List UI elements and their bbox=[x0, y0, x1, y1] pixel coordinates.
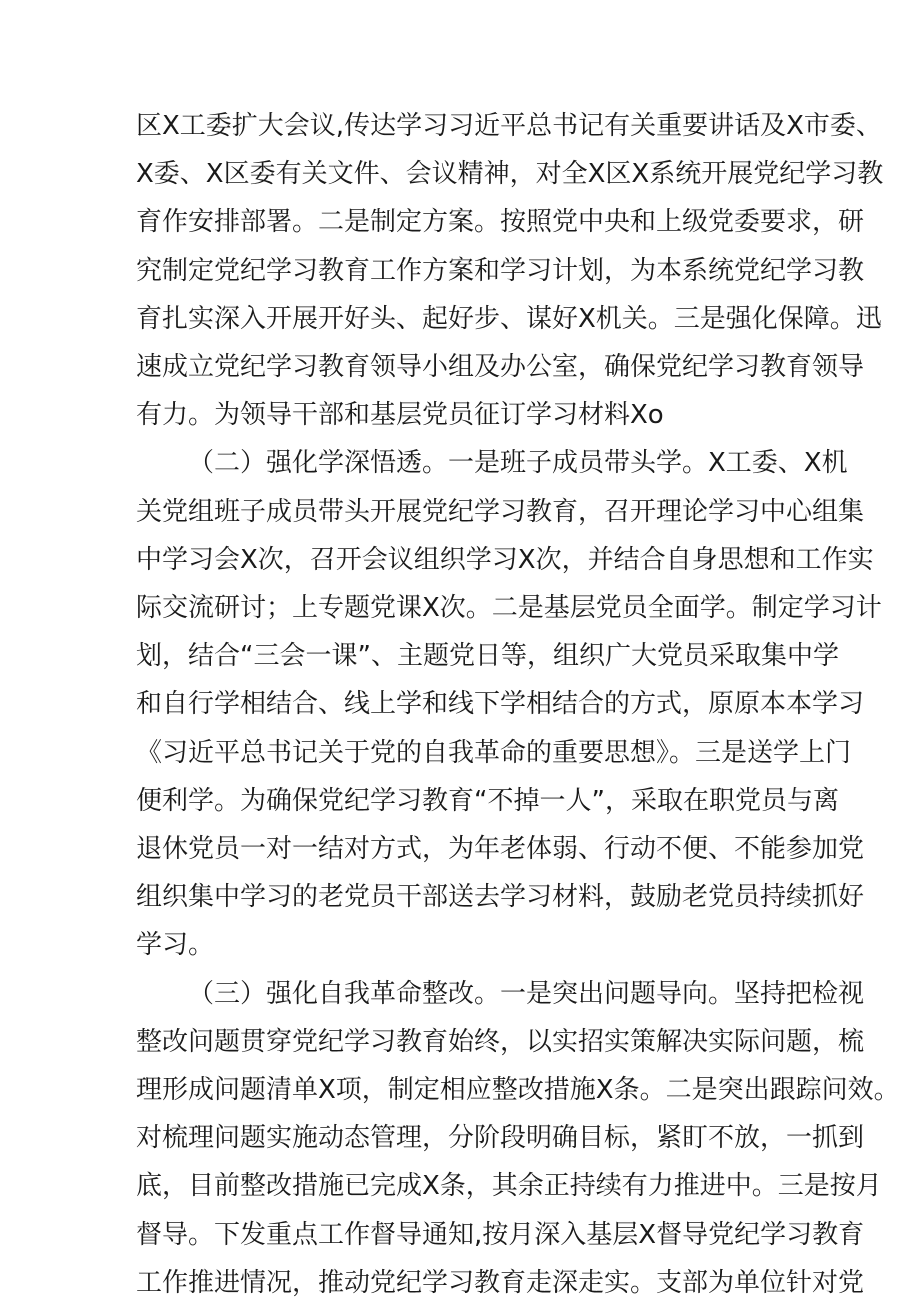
text-line: （二）强化学深悟透。一是班子成员带头学。X工委、X机 bbox=[188, 448, 848, 479]
text-line: 育扎实深入开展开好头、起好步、谋好X机关。三是强化保障。迅 bbox=[136, 303, 882, 334]
text-line: 退休党员一对一结对方式，为年老体弱、行动不便、不能参加党 bbox=[136, 834, 865, 865]
text-line: 组织集中学习的老党员干部送去学习材料，鼓励老党员持续抓好 bbox=[136, 882, 865, 913]
text-line: （三）强化自我革命整改。一是突出问题导向。坚持把检视 bbox=[188, 978, 865, 1009]
text-line: 整改问题贯穿党纪学习教育始终，以实招实策解决实际问题，梳 bbox=[136, 1026, 865, 1057]
text-line: 划，结合“三会一课”、主题党日等，组织广大党员采取集中学 bbox=[136, 641, 839, 672]
text-line: 理形成问题清单X项，制定相应整改措施X条。二是突出跟踪问效。 bbox=[136, 1075, 900, 1106]
text-line: 有力。为领导干部和基层党员征订学习材料Xo bbox=[136, 400, 664, 431]
text-line: 工作推进情况，推动党纪学习教育走深走实。支部为单位针对党 bbox=[136, 1267, 865, 1298]
text-line: 际交流研讨；上专题党课X次。二是基层党员全面学。制定学习计 bbox=[136, 593, 882, 624]
paragraph bbox=[136, 970, 900, 1307]
document-body bbox=[136, 102, 900, 1307]
text-line: 底，目前整改措施已完成X条，其余正持续有力推进中。三是按月 bbox=[136, 1171, 882, 1202]
text-line: 和自行学相结合、线上学和线下学相结合的方式，原原本本学习 bbox=[136, 689, 865, 720]
paragraph bbox=[136, 439, 882, 969]
text-line: 育作安排部署。二是制定方案。按照党中央和上级党委要求，研 bbox=[136, 207, 865, 238]
text-line: 中学习会X次，召开会议组织学习X次，并结合自身思想和工作实 bbox=[136, 544, 874, 575]
text-line: 速成立党纪学习教育领导小组及办公室，确保党纪学习教育领导 bbox=[136, 352, 865, 383]
paragraph bbox=[136, 102, 884, 439]
text-line: 学习。 bbox=[136, 930, 215, 961]
text-line: 《习近平总书记关于党的自我革命的重要思想》。三是送学上门 bbox=[136, 737, 852, 768]
text-line: 关党组班子成员带头开展党纪学习教育，召开理论学习中心组集 bbox=[136, 496, 865, 527]
text-line: 便利学。为确保党纪学习教育“不掉一人”，采取在职党员与离 bbox=[136, 785, 839, 816]
text-line: X委、X区委有关文件、会议精神，对全X区X系统开展党纪学习教 bbox=[136, 159, 884, 190]
text-line: 究制定党纪学习教育工作方案和学习计划，为本系统党纪学习教 bbox=[136, 255, 865, 286]
text-line: 督导。下发重点工作督导通知,按月深入基层X督导党纪学习教育 bbox=[136, 1219, 865, 1250]
text-line: 对梳理问题实施动态管理，分阶段明确目标，紧盯不放，一抓到 bbox=[136, 1123, 865, 1154]
text-line: 区X工委扩大会议,传达学习习近平总书记有关重要讲话及X市委、 bbox=[136, 111, 882, 141]
